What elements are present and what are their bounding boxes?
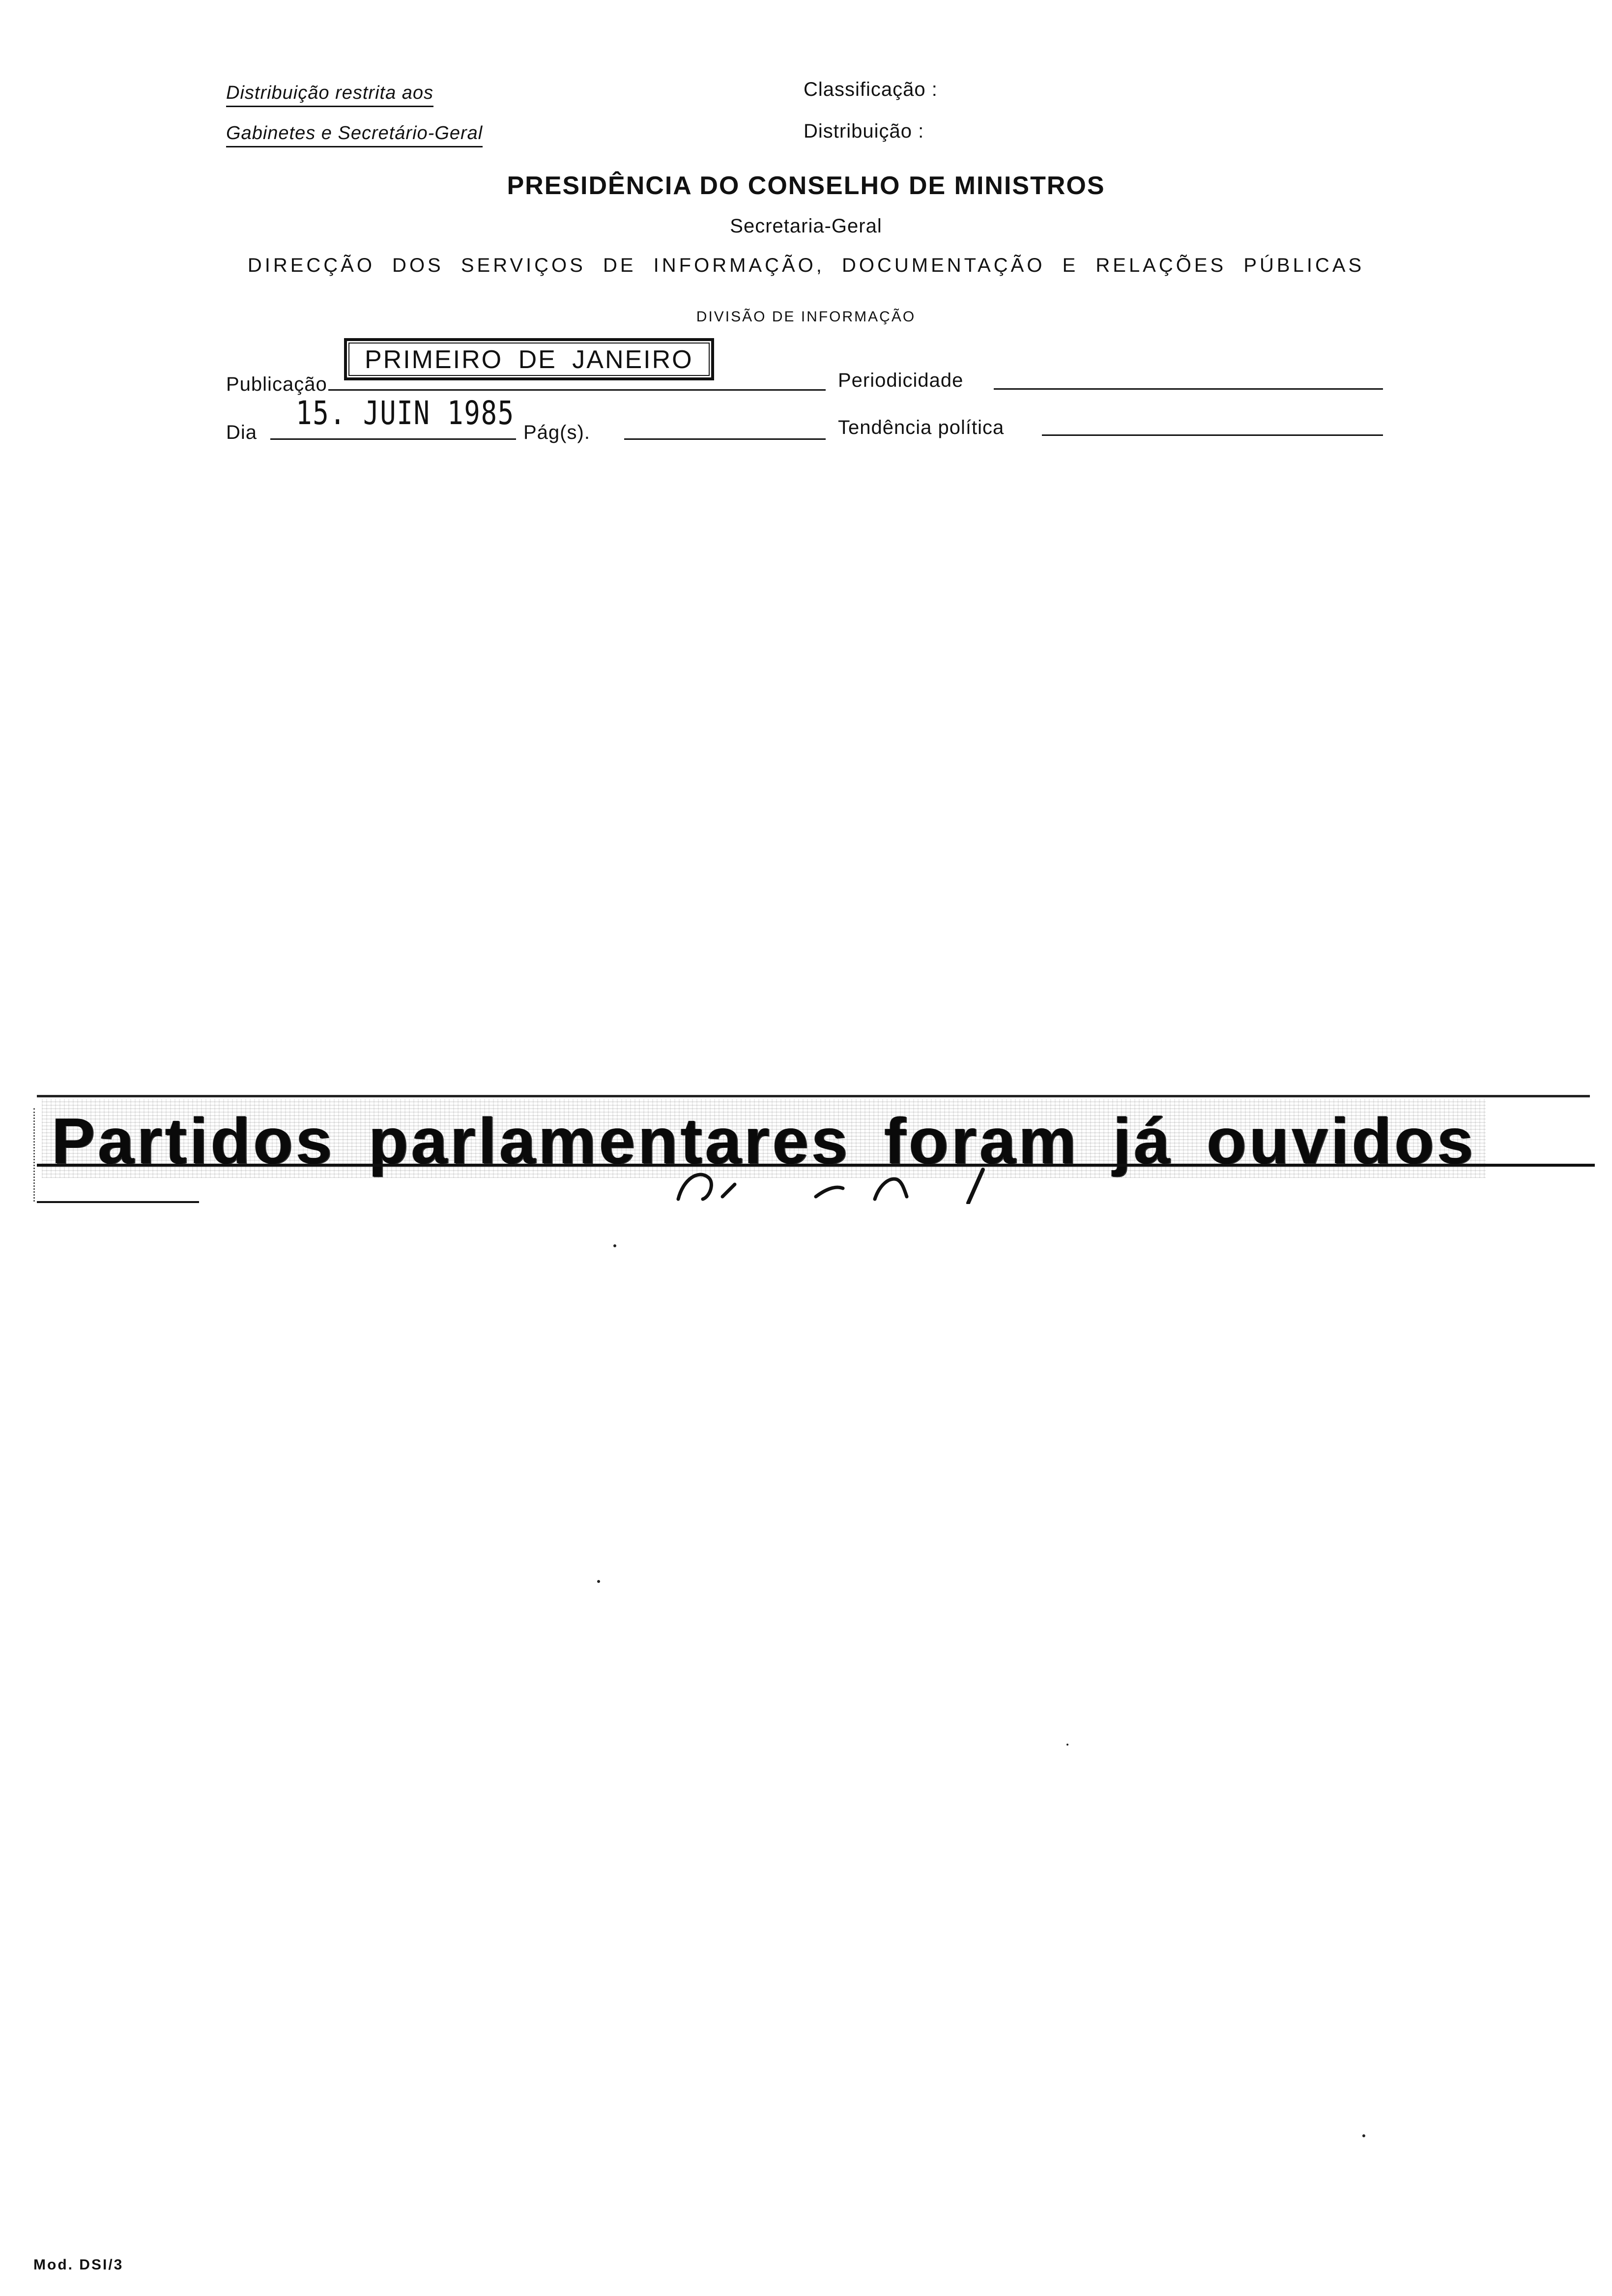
- publicacao-stamp: PRIMEIRO DE JANEIRO: [344, 338, 714, 380]
- tendencia-label: Tendência política: [838, 417, 1005, 438]
- form-code: Mod. DSI/3: [33, 2257, 124, 2273]
- classificacao-label: Classificação :: [804, 79, 938, 100]
- publicacao-fill-line: [328, 389, 826, 391]
- tendencia-fill-line: [1042, 434, 1383, 436]
- scan-speck: [613, 1244, 616, 1247]
- clipping-headline: Partidos parlamentares foram já ouvidos: [42, 1099, 1486, 1178]
- scan-speck: [1066, 1744, 1068, 1746]
- direccao-heading: DIRECÇÃO DOS SERVIÇOS DE INFORMAÇÃO, DOCUMENTAÇÃO E RELAÇÕES PÚBLICAS: [247, 255, 1365, 276]
- handwritten-marks: [668, 1150, 1022, 1204]
- dia-label: Dia: [226, 422, 258, 443]
- distribution-note-line2: Gabinetes e Secretário-Geral: [226, 123, 483, 147]
- scan-speck: [597, 1580, 600, 1583]
- clipping-fragment-rule: [37, 1201, 199, 1203]
- publicacao-label: Publicação: [226, 373, 327, 395]
- page-subtitle: Secretaria-Geral: [730, 215, 882, 237]
- periodicidade-fill-line: [994, 388, 1383, 390]
- pags-fill-line: [624, 438, 826, 440]
- periodicidade-label: Periodicidade: [838, 370, 964, 391]
- date-stamp: 15. JUIN 1985: [296, 394, 515, 432]
- page-title: PRESIDÊNCIA DO CONSELHO DE MINISTROS: [507, 172, 1105, 200]
- distribution-note-line1: Distribuição restrita aos: [226, 83, 433, 107]
- clipping-top-rule: [37, 1095, 1590, 1097]
- scan-speck: [1362, 2134, 1365, 2137]
- pags-label: Pág(s).: [523, 422, 590, 443]
- dia-fill-line: [270, 438, 516, 440]
- distribuicao-label: Distribuição :: [804, 120, 924, 142]
- clipping-left-edge: [33, 1108, 35, 1202]
- divisao-heading: DIVISÃO DE INFORMAÇÃO: [696, 309, 916, 325]
